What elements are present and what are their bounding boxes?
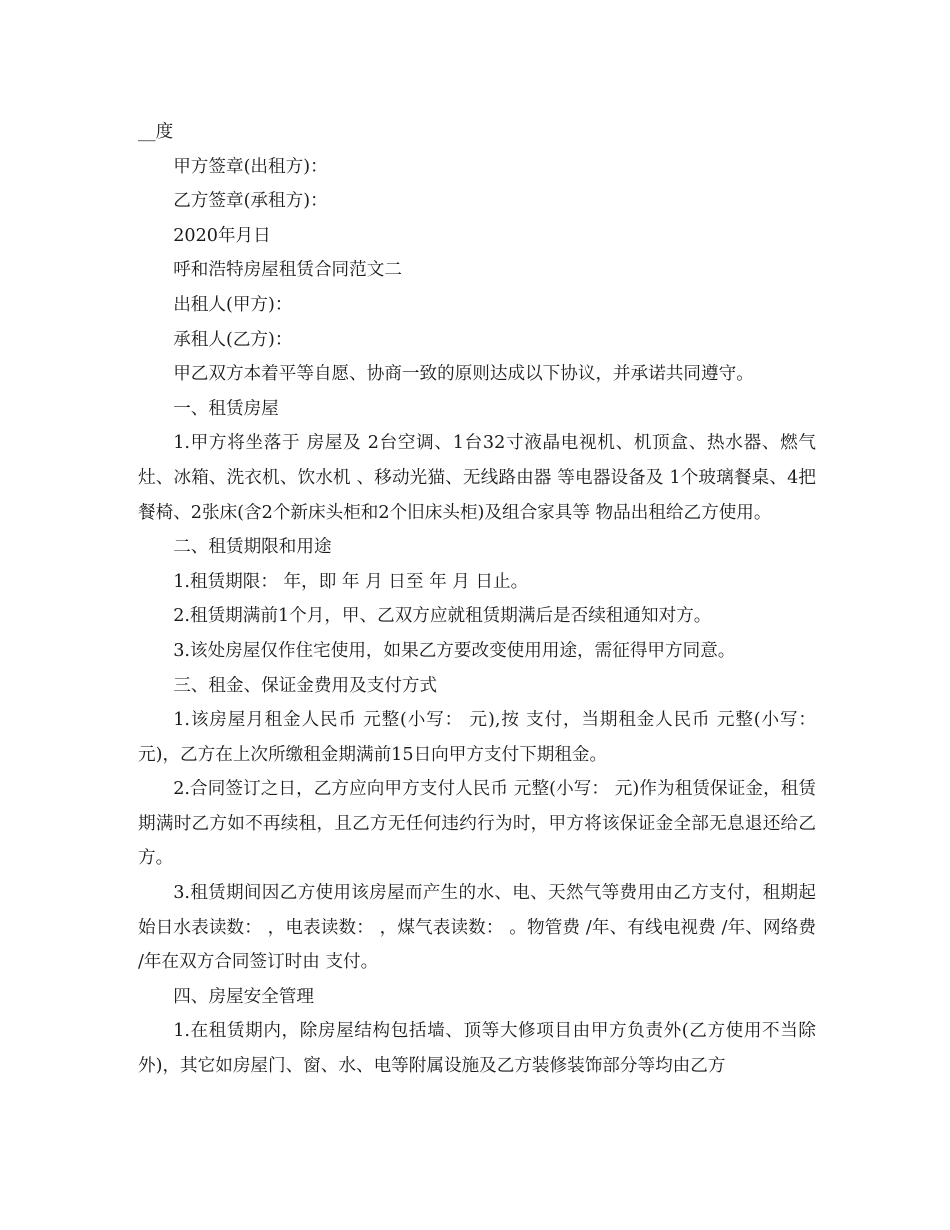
- clause-2-1: 1.租赁期限： 年，即 年 月 日至 年 月 日止。: [173, 571, 529, 592]
- lessee-line: 承租人(乙方)：: [173, 329, 293, 350]
- clause-4-1: 1.在租赁期内，除房屋结构包括墙、顶等大修项目由甲方负责外(乙方使用不当除外)，其它如房屋门、窗、水、电等附属设施及乙方装修装饰部分等均由乙方: [138, 1021, 816, 1077]
- section-heading-4: 四、房屋安全管理: [173, 986, 314, 1007]
- section-heading-1: 一、租赁房屋: [173, 398, 279, 419]
- section-heading-2: 二、租赁期限和用途: [173, 537, 332, 558]
- preamble-paragraph: 甲乙双方本着平等自愿、协商一致的原则达成以下协议，并承诺共同遵守。: [173, 364, 754, 385]
- section-heading-3: 三、租金、保证金费用及支付方式: [173, 675, 438, 696]
- lessor-line: 出租人(甲方)：: [173, 294, 293, 315]
- clause-2-2: 2.租赁期满前1个月，甲、乙双方应就租赁期满后是否续租通知对方。: [173, 606, 712, 627]
- contract-title: 呼和浩特房屋租赁合同范文二: [173, 260, 402, 281]
- clause-2-3: 3.该处房屋仅作住宅使用，如果乙方要改变使用用途，需征得甲方同意。: [173, 640, 736, 661]
- clause-3-1: 1.该房屋月租金人民币 元整(小写： 元),按 支付，当期租金人民币 元整(小写： 元)，乙方在上次所缴租金期满前15日向甲方支付下期租金。: [138, 710, 822, 765]
- clause-3-3: 3.租赁期间因乙方使用该房屋而产生的水、电、天然气等费用由乙方支付，租期起始日水表读数： ，电表读数： ，煤气表读数： 。物管费 /年、有线电视费 /年、网络费 /年在双方合同签订时由 支付。: [138, 883, 822, 973]
- clause-3-2: 2.合同签订之日，乙方应向甲方支付人民币 元整(小写： 元)作为租赁保证金，租赁期满时乙方如不再续租，且乙方无任何违约行为时，甲方将该保证金全部无息退还给乙方。: [138, 779, 816, 869]
- lessee-signature-line: 乙方签章(承租方)：: [173, 191, 328, 212]
- date-line: 2020年月日: [173, 225, 271, 246]
- lessor-signature-line: 甲方签章(出租方)：: [173, 156, 328, 177]
- fragment-line: __度: [138, 122, 174, 142]
- clause-1-1: 1.甲方将坐落于 房屋及 2台空调、1台32寸液晶电视机、机顶盒、热水器、燃气灶、冰箱、洗衣机、饮水机 、移动光猫、无线路由器 等电器设备及 1个玻璃餐桌、4把餐椅、2张床(含2个新床头柜和2个旧床头柜)及组合家具等 物品出租给乙方使用。: [138, 433, 816, 523]
